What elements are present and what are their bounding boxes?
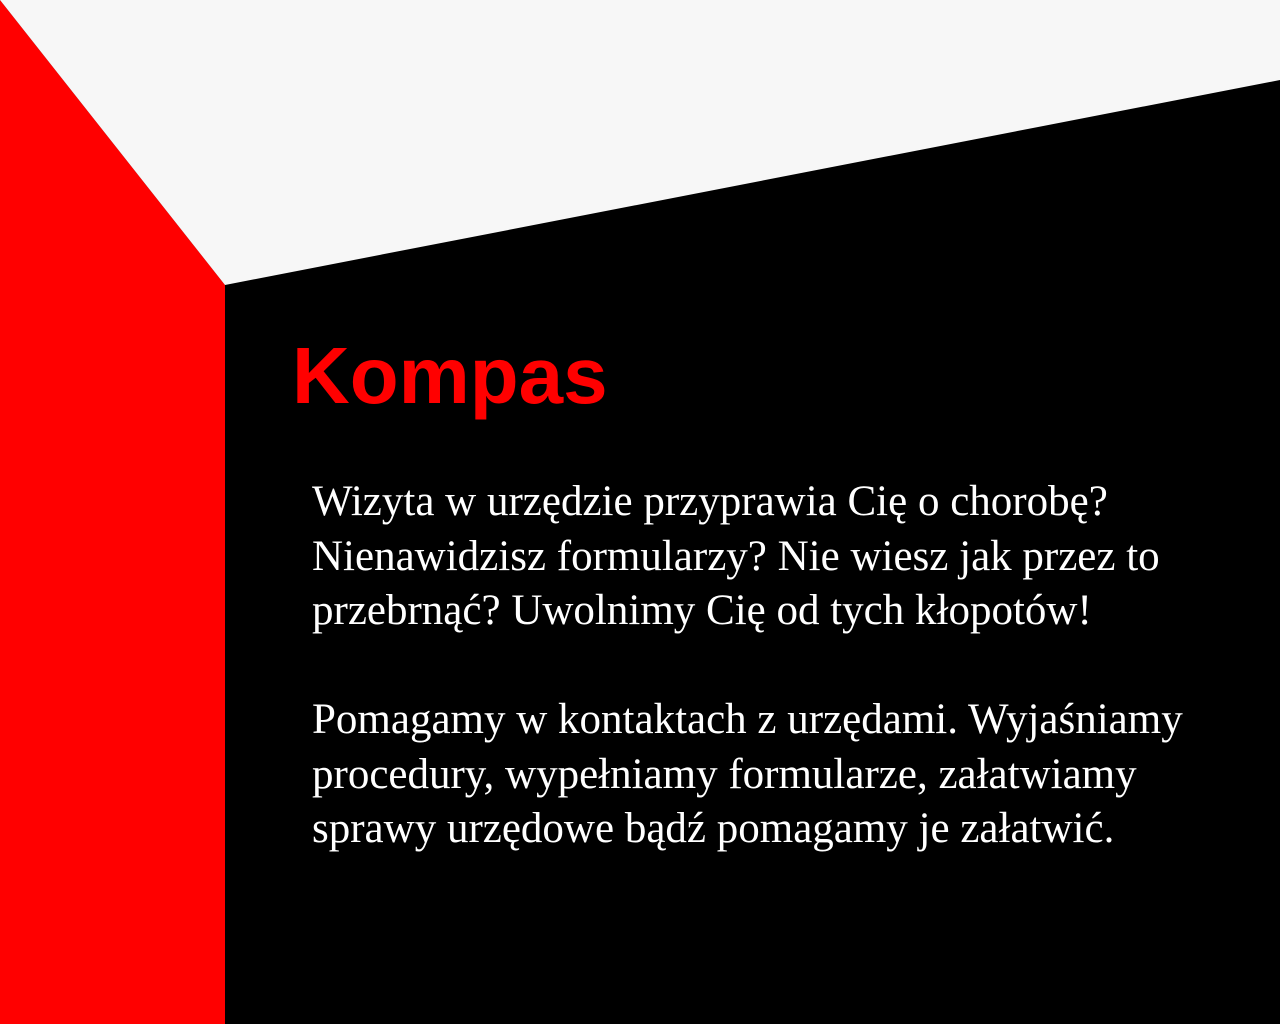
slide-body [312, 475, 1212, 857]
paragraph-services [312, 693, 1212, 857]
text-line: procedury, wypełniamy formularze, załatwiamy [312, 750, 1137, 798]
slide-title: Kompas [292, 331, 608, 420]
paragraph-intro [312, 475, 1212, 639]
text-line: Wizyta w urzędzie przyprawia Cię o chorobę? [312, 478, 1108, 525]
text-line: sprawy urzędowe bądź pomagamy je załatwić. [312, 805, 1115, 852]
text-line: przebrnąć? Uwolnimy Cię od tych kłopotów! [312, 587, 1092, 634]
text-line: Nienawidzisz formularzy? Nie wiesz jak przez to [312, 532, 1160, 580]
text-line: Pomagamy w kontaktach z urzędami. Wyjaśniamy [312, 696, 1183, 743]
